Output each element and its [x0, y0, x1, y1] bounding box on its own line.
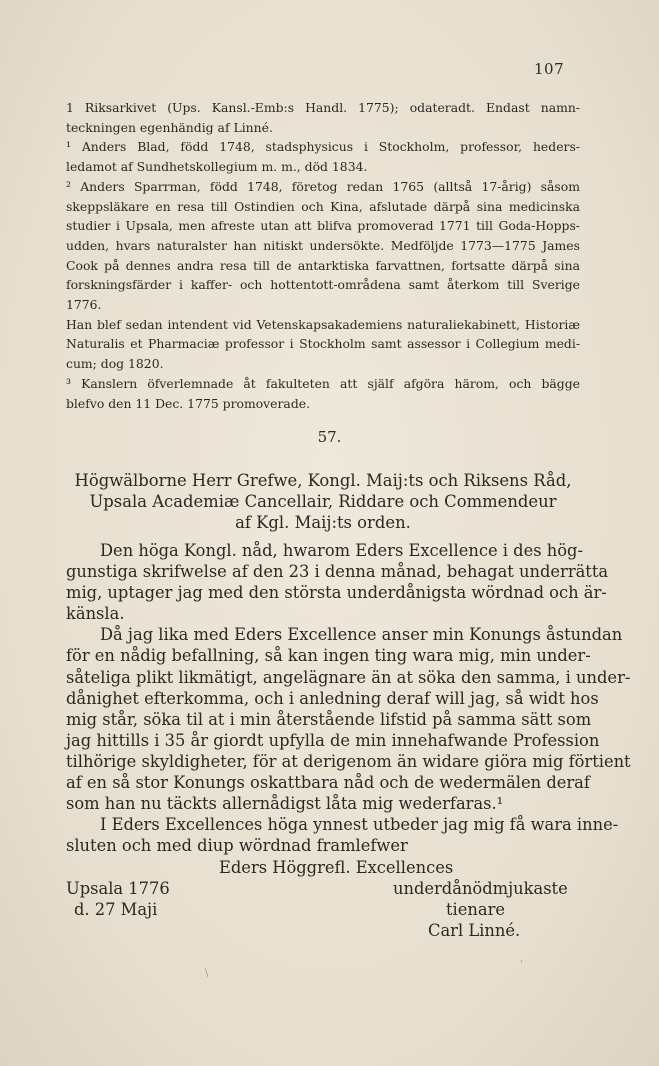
- closing-humble: underdånödmjukaste: [393, 879, 568, 898]
- salutation-line: af Kgl. Maij:ts orden.: [235, 513, 411, 532]
- footnote-line: forskningsfärder i kaffer- och hottentott-områdena samt återkom till Sverige 1776.: [66, 277, 580, 313]
- footnote-line: 1 Riksarkivet (Ups. Kansl.-Emb:s Handl. 1775); odateradt. Endast namn-: [66, 100, 580, 115]
- footnote-2: [66, 177, 580, 374]
- letter-number: 57.: [317, 428, 342, 446]
- body-line: I Eders Excellences höga ynnest utbeder jag mig få wara inne-: [100, 815, 619, 835]
- footnote-line: skeppsläkare en resa till Ostindien och Kina, afslutade därpå sina medicinska: [66, 198, 580, 214]
- body-line: tilhörige skyldigheter, för at derigenom än widare giöra mig förtient: [66, 751, 631, 771]
- footnote-source: [66, 98, 580, 137]
- footnote-line: udden, hvars naturalster han nitiskt undersökte. Medföljde 1773—1775 James: [66, 237, 580, 253]
- footnote-line: Naturalis et Pharmaciæ professor i Stockholm samt assessor i Collegium medi-: [66, 336, 580, 352]
- page-number: 107: [534, 60, 565, 78]
- closing-servant: tienare: [446, 900, 505, 919]
- letter-body: [66, 540, 631, 856]
- body-line: Då jag lika med Eders Excellence anser min Konungs åstundan: [100, 625, 623, 645]
- date: d. 27 Maji: [74, 900, 158, 919]
- closing: [66, 857, 580, 941]
- body-line: sluten och med diup wördnad framlefwer: [66, 836, 408, 856]
- footnote-line: ¹ Anders Blad, född 1748, stadsphysicus i Stockholm, professor, heders-: [66, 139, 580, 155]
- body-line: som han nu täckts allernådigst låta mig wederfaras.¹: [66, 794, 504, 814]
- footnote-line: cum; dog 1820.: [66, 356, 164, 372]
- salutation: [66, 470, 580, 533]
- footnote-line: blefvo den 11 Dec. 1775 promoverade.: [66, 395, 311, 411]
- footnote-line: ledamot af Sundhetskollegium m. m., död 1834.: [66, 159, 368, 175]
- body-line: känsla.: [66, 604, 125, 624]
- body-line: mig står, söka til at i min återstående lifstid på samma sätt som: [66, 709, 592, 729]
- body-line: Den höga Kongl. nåd, hwarom Eders Excellence i des hög-: [100, 541, 583, 560]
- place: Upsala 1776: [66, 879, 170, 898]
- body-line: dånighet efterkomma, och i anledning deraf will jag, så widt hos: [66, 688, 599, 708]
- footnote-line: studier i Upsala, men afreste utan att blifva promoverad 1771 till Goda-Hopps-: [66, 218, 580, 234]
- body-line: för en nådig befallning, så kan ingen ting wara mig, min under-: [66, 646, 591, 666]
- body-line: jag hittills i 35 år giordt upfylla de min innehafwande Profession: [66, 730, 600, 750]
- smudge-mark: \: [205, 968, 209, 979]
- footnote-line: ² Anders Sparrman, född 1748, företog redan 1765 (alltså 17-årig) såsom: [66, 178, 580, 194]
- body-line: af en så stor Konungs oskattbara nåd och de wedermälen deraf: [66, 773, 590, 793]
- body-line: mig, uptager jag med den största underdånigsta wördnad och är-: [66, 583, 607, 603]
- salutation-line: Upsala Academiæ Cancellair, Riddare och Commendeur: [89, 492, 557, 511]
- footnote-1: [66, 137, 580, 176]
- footnote-line: Han blef sedan intendent vid Vetenskapsakademiens naturaliekabinett, Historiæ: [66, 316, 580, 332]
- footnotes: [66, 98, 580, 413]
- salutation-line: Högwälborne Herr Grefwe, Kongl. Maij:ts och Riksens Råd,: [74, 471, 572, 490]
- footnote-line: ³ Kanslern öfverlemnade åt fakulteten att själf afgöra härom, och bägge: [66, 375, 580, 391]
- footnote-line: Cook på dennes andra resa till de antarktiska farvattnen, fortsatte därpå sina: [66, 257, 580, 273]
- footnote-3: [66, 374, 580, 413]
- signature: Carl Linné.: [428, 921, 521, 940]
- smudge-mark: ,: [520, 953, 524, 964]
- footnote-line: teckningen egenhändig af Linné.: [66, 119, 273, 135]
- body-line: gunstiga skrifwelse af den 23 i denna månad, behagat underrätta: [66, 562, 609, 582]
- closing-title: Eders Höggrefl. Excellences: [219, 858, 454, 877]
- body-line: såteliga plikt likmätigt, angelägnare än at söka den samma, i under-: [66, 667, 631, 687]
